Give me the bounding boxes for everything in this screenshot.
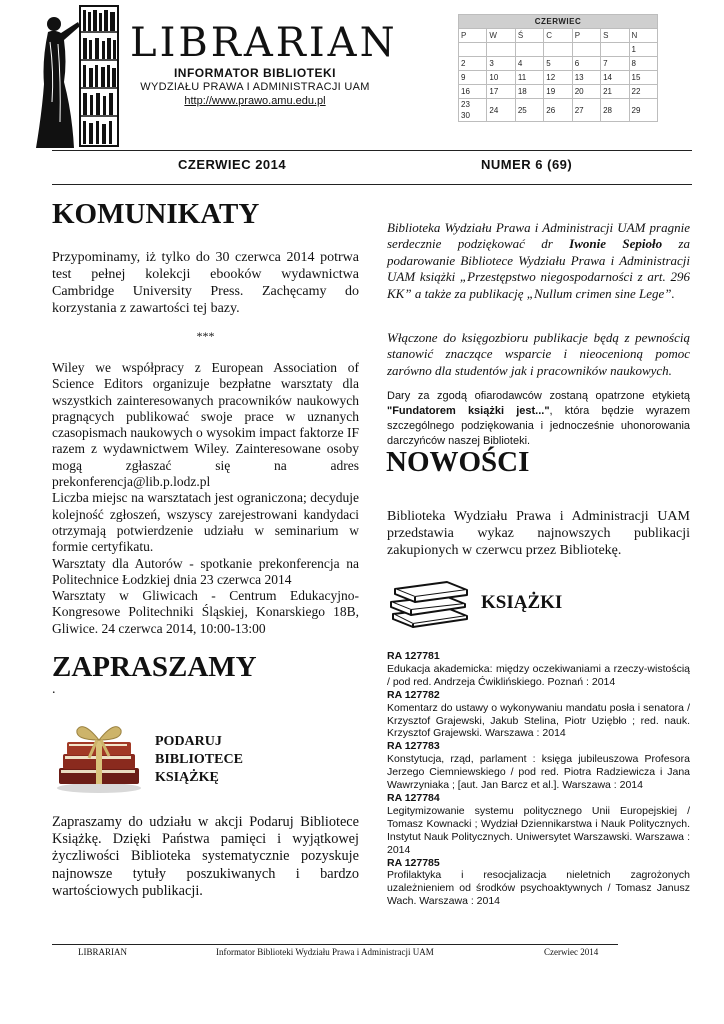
calendar-day-header: P [572,29,600,43]
komunikaty-wiley-paragraph [52,360,359,637]
book-signature: RA 127783 [387,740,440,753]
calendar-day-header: Ś [515,29,543,43]
book-entry [387,740,690,792]
calendar-day [487,43,515,57]
books-stack-icon [387,578,471,628]
calendar-day-header: N [629,29,657,43]
issue-date: CZERWIEC 2014 [178,157,287,172]
calendar-day: 11 [515,71,543,85]
thanks-text: Biblioteka Wydziału Prawa i Administracji UAM pragnie serdecznie podziękować dr [387,220,690,252]
calendar-day [601,43,629,57]
calendar-day-header: W [487,29,515,43]
section-separator: *** [196,329,215,343]
faculty-url-link[interactable]: http://www.prawo.amu.edu.pl [184,95,326,107]
calendar-day-header: C [544,29,572,43]
calendar-day: 5 [544,57,572,71]
calendar-day: 14 [601,71,629,85]
calendar-day: 7 [601,57,629,71]
caption-line: KSIĄŻKĘ [155,770,219,785]
footer-title: LIBRARIAN [78,947,127,957]
calendar-day: 15 [629,71,657,85]
calendar-day: 8 [629,57,657,71]
newsletter-title: LIBRARIAN [130,20,398,66]
donors-text: Dary za zgodą ofiarodawców zostaną opatrzone etykietą [387,390,690,402]
book-signature: RA 127782 [387,688,440,701]
book-entry [387,792,690,857]
book-entry [387,857,690,909]
librarian-illustration [34,2,124,152]
book-description: Profilaktyka i resocjalizacja nieletnich zagrożonych uzależnieniem od środków psychoaktywnych / Tomasz Janusz Wach. Warszawa : 2014 [387,869,690,908]
calendar-day: 26 [544,99,572,122]
calendar-month: CZERWIEC [459,15,658,29]
calendar-day: 19 [544,85,572,99]
header-rule [52,150,692,151]
footer-date: Czerwiec 2014 [544,947,599,957]
wiley-gliwice: Warsztaty w Gliwicach - Centrum Edukacyjno-Kongresowe Politechniki Śląskiej, Konarskiego 18B, Gliwice. 24 czerwca 2014, 10:00-13:00 [52,588,359,636]
calendar-day: 9 [459,71,487,85]
book-signature: RA 127785 [387,856,440,869]
nowosci-heading: NOWOŚCI [386,446,530,478]
book-description: Komentarz do ustawy o wykonywaniu mandatu posła i senatora / Krzysztof Grajewski, Jakub Stelina, Piotr Uziębło ; red. nauk. Krzysztof Grajewski. Warszawa : 2014 [387,701,690,740]
donor-label: "Fundatorem książki jest..." [387,405,550,417]
calendar-day: 1 [629,43,657,57]
donate-book-caption [155,733,243,787]
calendar-day: 18 [515,85,543,99]
footer-publication: Informator Biblioteki Wydziału Prawa i Administracji UAM [216,947,434,957]
komunikaty-cambridge-paragraph: Przypominamy, iż tylko do 30 czerwca 2014 potrwa test pełnej kolekcji ebooków wydawnictwa Cambridge University Press. Zachęcamy do korzystania z zawartości tej bazy. [52,250,359,316]
calendar-day [572,43,600,57]
issue-number: NUMER 6 (69) [481,157,573,172]
calendar-day-header: P [459,29,487,43]
calendar-day: 17 [487,85,515,99]
wiley-intro: Wiley we współpracy z European Association of Science Editors organizuje bezpłatne warsztaty dla wszystkich zainteresowanych pracowników naukowych pragnących publikować swoje prace w uznanych czasopismach naukowych o wysokim impact faktorze IF razem z wydawnictwem Wiley. Zainteresowane osoby mogą zgłaszać się na adres prekonferencja@lib.p.lodz.pl [52,360,359,490]
donors-label-paragraph [387,389,690,449]
wiley-registration: Liczba miejsc na warsztatach jest ograniczona; decyduje kolejność zgłoszeń, wszyscy zarejestrowani kandydaci otrzymają potwierdzenie udziału w seminarium w formie certyfikatu. [52,490,359,555]
newsletter-subtitle: INFORMATOR BIBLIOTEKI [173,66,337,80]
donors-text: , która będzie wyrazem szczególnego podziękowania i jednocześnie uhonorowania darczyńców naszej Biblioteki. [387,405,690,447]
book-entry [387,689,690,741]
thanks-support-paragraph: Włączone do księgozbioru publikacje będą z pewnością stanowić znaczące wsparcie i nieocenioną pomoc zarówno dla studentów jak i pracowników naukowych. [387,330,690,378]
book-entry [387,650,690,689]
book-description: Edukacja akademicka: między oczekiwaniami a rzeczy-wistością / pod red. Andrzeja Ćwiklińskiego. Poznań : 2014 [387,662,690,688]
zapraszamy-heading: ZAPRASZAMY [52,651,257,683]
book-description: Konstytucja, rząd, parlament : księga jubileuszowa Profesora Jerzego Ciemniewskiego / pod red. Piotra Radziewicza i Jana Wawrzyniaka ; [aut. Jan Barcz et al.]. Warszawa : 2014 [387,753,690,792]
calendar-day: 29 [629,99,657,122]
calendar-day: 10 [487,71,515,85]
calendar-day: 24 [487,99,515,122]
footer-rule [52,944,618,945]
calendar-day [459,43,487,57]
gift-books-icon [53,714,145,796]
thanks-text: za podarowanie Bibliotece Wydziału Prawa i Administracji UAM książki „Przestępstwo niegospodarności z art. 296 KK” a także za publikację „Nullum crimen sine Lege”. [387,236,690,301]
book-signature: RA 127784 [387,791,440,804]
calendar-day: 3 [487,57,515,71]
calendar-june [458,14,658,122]
nowosci-paragraph: Biblioteka Wydziału Prawa i Administracji UAM przedstawia wykaz najnowszych publikacji zakupionych w czerwcu przez Bibliotekę. [387,509,690,558]
book-signature: RA 127781 [387,650,440,662]
calendar-day: 13 [572,71,600,85]
calendar-day [515,43,543,57]
calendar-day-header: S [601,29,629,43]
stray-dot: . [52,682,56,697]
komunikaty-heading: KOMUNIKATY [52,198,260,230]
calendar-day: 20 [572,85,600,99]
calendar-day [544,43,572,57]
faculty-name: WYDZIAŁU PRAWA I ADMINISTRACJI UAM [140,81,370,93]
thanks-paragraph [387,220,690,302]
wiley-lodz: Warsztaty dla Autorów - spotkanie prekonferencja na Politechnice Łodzkiej dnia 23 czerwca 2014 [52,555,359,587]
caption-line: BIBLIOTECE [155,752,243,767]
book-description: Legitymizowanie systemu politycznego Unii Europejskiej / Tomasz Kownacki ; Wydział Dziennikarstwa i Nauk Politycznych. Instytut Nauk Politycznych. Uniwersytet Warszawski. Warszawa : 2014 [387,804,690,856]
donor-name: Iwonie Sepioło [569,236,663,252]
new-books-list [387,650,690,908]
header-rule-lower [52,184,692,185]
calendar-day: 4 [515,57,543,71]
calendar-day: 25 [515,99,543,122]
calendar-day: 2 [459,57,487,71]
calendar-day: 16 [459,85,487,99]
caption-line: PODARUJ [155,734,222,749]
calendar-day: 23 30 [459,99,487,122]
calendar-day: 21 [601,85,629,99]
calendar-day: 12 [544,71,572,85]
ksiazki-heading: KSIĄŻKI [481,592,563,613]
zapraszamy-paragraph: Zapraszamy do udziału w akcji Podaruj Bibliotece Książkę. Dzięki Państwa pamięci i wyjątkowej życzliwości Biblioteka systematycznie pozyskuje najnowsze tytuły poszukiwanych i bardzo wartościowych publikacji. [52,814,359,899]
calendar-day: 6 [572,57,600,71]
calendar-day: 27 [572,99,600,122]
calendar-day: 22 [629,85,657,99]
calendar-day: 28 [601,99,629,122]
